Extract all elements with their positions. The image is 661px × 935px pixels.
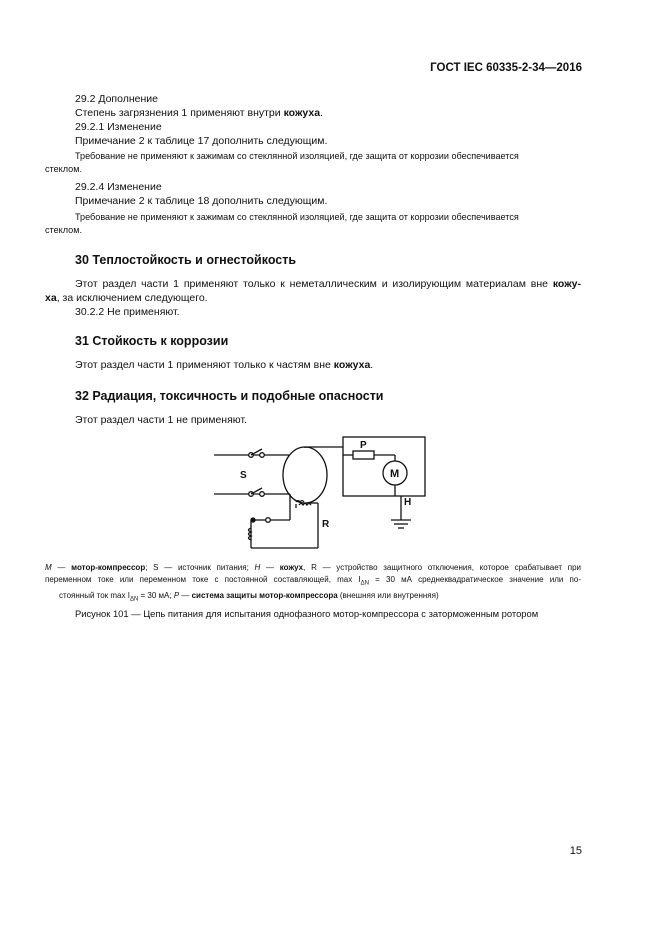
text-run: , R <box>303 563 317 572</box>
text-run: Этот раздел части 1 применяют только к частям вне <box>75 359 334 371</box>
subscript: ΔN <box>360 580 369 587</box>
subscript: ΔN <box>129 596 139 603</box>
text-run: — <box>260 563 280 572</box>
text-run: . <box>370 359 374 371</box>
contact-terminal <box>260 492 265 497</box>
junction-dot <box>251 518 255 522</box>
text-run: — источник питания; <box>158 563 255 572</box>
clause-29-2-1-text: Примечание 2 к таблице 17 дополнить следующим. <box>75 135 328 147</box>
term-bold: кожух <box>279 563 304 572</box>
term-bold: система защиты мотор-компрессора <box>191 590 338 600</box>
clause-30-2-2: 30.2.2 Не применяют. <box>75 306 180 318</box>
text-run: — устройство защитного отключения, которое срабатывает при <box>316 563 582 572</box>
term-bold: кожуха <box>283 107 321 119</box>
text-run: , за исключением следующего. <box>56 292 208 304</box>
section-30-heading: 30 Теплостойкость и огнестойкость <box>75 253 297 267</box>
page-number: 15 <box>569 845 582 857</box>
note-2-line2: стеклом. <box>45 225 82 235</box>
terminal-coil <box>299 504 311 506</box>
section-32-heading: 32 Радиация, токсичность и подобные опасности <box>75 389 384 403</box>
symbol: M <box>45 563 52 572</box>
text-run: переменном токе или переменном токе с постоянной составляющей, max I <box>45 575 361 584</box>
label-p: P <box>360 440 367 451</box>
legend-line1 <box>45 562 581 574</box>
text-run: стоянный ток max I <box>59 590 130 600</box>
term-bold: мотор-компрессор <box>71 563 146 572</box>
label-r: R <box>322 519 330 530</box>
text-run: = 30 мА; <box>138 590 174 600</box>
contact-terminal <box>260 453 265 458</box>
section-32-text: Этот раздел части 1 не применяют. <box>75 414 247 426</box>
section-31-heading: 31 Стойкость к коррозии <box>75 334 229 348</box>
label-s: S <box>240 470 247 481</box>
term-bold: кожуха <box>333 359 371 371</box>
text-run: Этот раздел части 1 применяют только к неметаллическим и изолирующим материалам вне <box>75 278 553 290</box>
protection-system-box <box>343 437 425 496</box>
text-run: . <box>320 107 323 119</box>
clause-29-2-1: 29.2.1 Изменение <box>75 121 162 133</box>
figure-title: Рисунок 101 — Цепь питания для испытания однофазного мотор-компрессора с заторможенным ротором <box>75 608 539 619</box>
document-standard-header: ГОСТ IEC 60335-2-34—2016 <box>430 62 582 74</box>
legend-line2 <box>45 574 581 590</box>
figure-legend <box>45 562 581 605</box>
term-bold: ха <box>45 292 57 304</box>
text-run: — <box>179 590 192 600</box>
protection-device-p <box>353 451 374 459</box>
label-h: H <box>404 497 412 508</box>
text-run: (внешняя или внутренняя) <box>337 590 439 600</box>
symbol: H <box>254 563 261 572</box>
text-run: — <box>51 563 72 572</box>
legend-line3 <box>45 590 581 606</box>
symbol: P <box>173 590 180 600</box>
note-2-line1: Требование не применяют к зажимам со стеклянной изоляцией, где защита от коррозии обеспечивается <box>75 212 519 222</box>
clause-29-2-4: 29.2.4 Изменение <box>75 181 162 193</box>
clause-29-2: 29.2 Дополнение <box>75 93 158 105</box>
text-run: = 30 мА среднеквадратическое значение или по- <box>368 575 581 584</box>
term-bold: кожу- <box>552 278 581 290</box>
contact-terminal <box>266 518 271 523</box>
text-run: Степень загрязнения 1 применяют внутри <box>75 107 284 119</box>
note-1-line2: стеклом. <box>45 164 82 174</box>
text-run: ; S <box>145 563 159 572</box>
note-1-line1: Требование не применяют к зажимам со стеклянной изоляцией, где защита от коррозии обеспечивается <box>75 151 519 161</box>
label-m: M <box>390 468 400 480</box>
clause-29-2-4-text: Примечание 2 к таблице 18 дополнить следующим. <box>75 195 328 207</box>
